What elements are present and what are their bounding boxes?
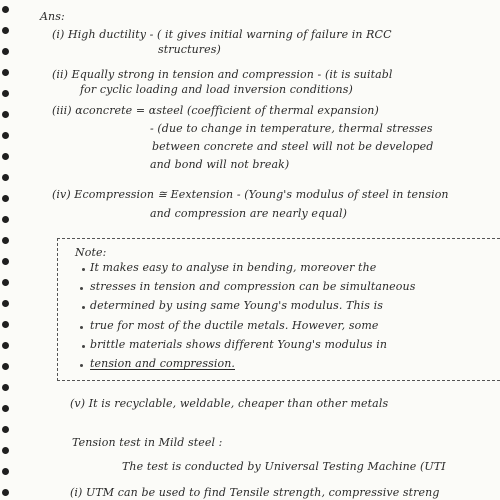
note-line-5: brittle materials shows different Young's modulus in (90, 338, 388, 351)
binding-hole (2, 279, 9, 286)
binding-hole (2, 27, 9, 34)
binding-hole (2, 342, 9, 349)
note-line-4: true for most of the ductile metals. However, some (90, 319, 379, 332)
point-3-line-3: between concrete and steel will not be developed (152, 140, 434, 153)
binding-hole (2, 447, 9, 454)
binding-hole (2, 300, 9, 307)
point-1-line-2: structures) (158, 43, 221, 56)
binding-hole (2, 321, 9, 328)
note-bullet (82, 345, 85, 348)
point-3-line-4: and bond will not break) (150, 158, 290, 171)
binding-hole (2, 489, 9, 496)
tension-test-line-2: (i) UTM can be used to find Tensile strength, compressive streng (70, 486, 440, 499)
binding-hole (2, 363, 9, 370)
point-4-line-1: (iv) Ecompression ≅ Eextension - (Young's modulus of steel in tension (52, 188, 449, 201)
note-line-1: It makes easy to analyse in bending, moreover the (90, 261, 377, 274)
binding-hole (2, 258, 9, 265)
binding-hole (2, 426, 9, 433)
note-label: Note: (75, 246, 107, 259)
note-bullet (80, 287, 83, 290)
binding-hole (2, 132, 9, 139)
binding-hole (2, 237, 9, 244)
tension-test-line-1: The test is conducted by Universal Testing Machine (UTI (122, 460, 446, 473)
point-3-line-2: - (due to change in temperature, thermal stresses (150, 122, 433, 135)
tension-test-heading: Tension test in Mild steel : (72, 436, 223, 449)
point-4-line-2: and compression are nearly equal) (150, 207, 347, 220)
binding-hole (2, 405, 9, 412)
point-2-line-2: for cyclic loading and load inversion conditions) (80, 83, 353, 96)
binding-hole (2, 48, 9, 55)
binding-hole (2, 195, 9, 202)
answer-label: Ans: (40, 10, 65, 23)
binding-hole (2, 384, 9, 391)
point-5: (v) It is recyclable, weldable, cheaper than other metals (70, 397, 389, 410)
note-bullet (82, 268, 85, 271)
binding-hole (2, 174, 9, 181)
note-bullet (80, 364, 83, 367)
binding-hole (2, 153, 9, 160)
binding-hole (2, 216, 9, 223)
note-line-6: tension and compression. (90, 357, 235, 370)
binding-hole (2, 90, 9, 97)
binding-hole (2, 69, 9, 76)
note-bullet (80, 326, 83, 329)
spiral-binding (0, 0, 30, 500)
point-3-line-1: (iii) αconcrete = αsteel (coefficient of thermal expansion) (52, 104, 379, 117)
note-line-2: stresses in tension and compression can be simultaneous (90, 280, 416, 293)
binding-hole (2, 6, 9, 13)
point-2-line-1: (ii) Equally strong in tension and compression - (it is suitabl (52, 68, 393, 81)
binding-hole (2, 111, 9, 118)
point-1-line-1: (i) High ductility - ( it gives initial warning of failure in RCC (52, 28, 392, 41)
note-line-3: determined by using same Young's modulus. This is (90, 299, 383, 312)
note-bullet (82, 306, 85, 309)
binding-hole (2, 468, 9, 475)
